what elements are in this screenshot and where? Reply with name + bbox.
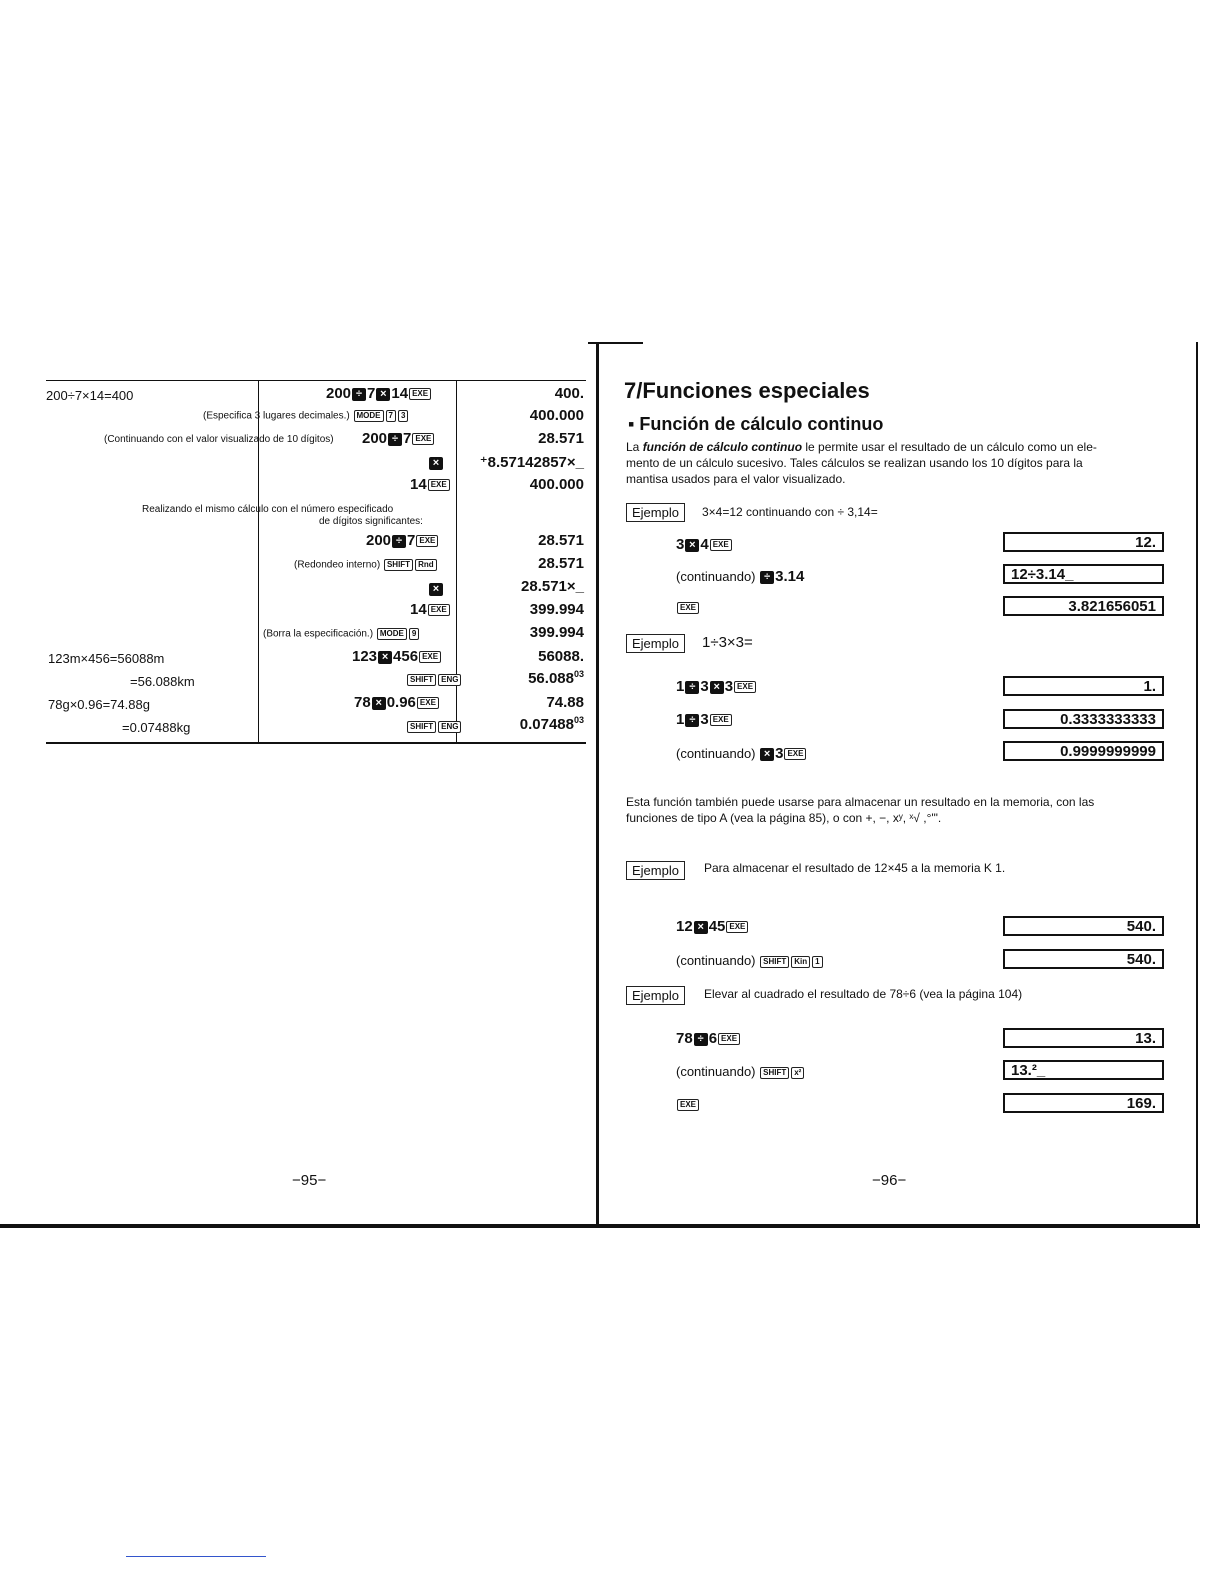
display-4: ⁺8.57142857×_ <box>479 454 584 471</box>
ejemplo-tag-3: Ejemplo <box>626 861 685 880</box>
intro-line-1: La función de cálculo continuo le permite usar el resultado de un cálculo como un ele- <box>626 440 1097 454</box>
display-15: 0.07488$^{03}$ <box>519 715 584 733</box>
left-table-bottom-rule <box>46 742 586 744</box>
section-subtitle: ▪ Función de cálculo continuo <box>628 414 884 434</box>
keystrokes-5: 14 EXE <box>410 476 451 493</box>
intro-line-3: mantisa usados para el valor visualizado. <box>626 472 846 486</box>
keystrokes-13: SHIFT ENG <box>406 671 462 688</box>
multiply-key-2: × <box>428 580 444 597</box>
right-page-edge <box>1196 342 1198 1228</box>
note-significant-1: Realizando el mismo cálculo con el número especificado <box>142 504 394 515</box>
equation-14: 78g×0.96=74.88g <box>48 697 150 712</box>
display-1: 400. <box>554 385 584 402</box>
display-10: 399.994 <box>529 601 584 618</box>
ex2-display-3: 0.9999999999 <box>1003 741 1164 761</box>
note-rounding: (Redondeo interno) SHIFT Rnd <box>294 559 438 571</box>
ejemplo-tag-2: Ejemplo <box>626 634 685 653</box>
ex1-display-2: 12÷3.14_ <box>1003 564 1164 584</box>
equation-13: =56.088km <box>130 674 195 689</box>
section-title: 7/Funciones especiales <box>624 378 870 403</box>
bottom-blue-link-rule <box>126 1556 266 1557</box>
note-significant-2: de dígitos significantes: <box>319 516 423 527</box>
note-decimals: (Especifica 3 lugares decimales.) MODE 7 3 <box>203 410 409 422</box>
equation-12: 123m×456=56088m <box>48 651 165 666</box>
example-3-desc: Para almacenar el resultado de 12×45 a la memoria K 1. <box>704 861 1006 875</box>
ex3-step-2: (continuando) SHIFT Kin 1 <box>676 953 824 968</box>
paragraph-line-2: funciones de tipo A (vea la página 85), o con +, −, xʸ, ˣ√ ,°'". <box>626 811 942 825</box>
ex4-step-1: 78 ÷ 6 EXE <box>676 1030 741 1047</box>
display-12: 56088. <box>538 648 584 665</box>
ex2-display-1: 1. <box>1003 676 1164 696</box>
display-3: 28.571 <box>538 430 584 447</box>
ex4-display-2: 13.²_ <box>1003 1060 1164 1080</box>
equation-1: 200÷7×14=400 <box>46 388 134 403</box>
page-bottom-rule <box>0 1224 1200 1228</box>
example-1-desc: 3×4=12 continuando con ÷ 3,14= <box>702 505 878 519</box>
ex2-step-3: (continuando) × 3 EXE <box>676 745 807 762</box>
keystrokes-7: 200 ÷ 7 EXE <box>366 532 439 549</box>
display-2: 400.000 <box>529 407 584 424</box>
ex3-step-1: 12 × 45 EXE <box>676 918 749 935</box>
keystrokes-14: 78 × 0.96 EXE <box>354 694 440 711</box>
display-13: 56.088$^{03}$ <box>528 669 584 687</box>
ex3-display-2: 540. <box>1003 949 1164 969</box>
ex1-display-1: 12. <box>1003 532 1164 552</box>
ex1-step-3: EXE <box>676 599 700 616</box>
keystrokes-10: 14 EXE <box>410 601 451 618</box>
keystrokes-15: SHIFT ENG <box>406 718 462 735</box>
spine-top-mark <box>588 342 643 344</box>
multiply-key: × <box>428 454 444 471</box>
note-continuing: (Continuando con el valor visualizado de 10 dígitos) <box>104 434 334 445</box>
ex4-display-3: 169. <box>1003 1093 1164 1113</box>
page-number-right: −96− <box>872 1172 907 1189</box>
ex1-step-2: (continuando) ÷ 3.14 <box>676 568 805 585</box>
ex2-display-2: 0.3333333333 <box>1003 709 1164 729</box>
intro-line-2: mento de un cálculo sucesivo. Tales cálculos se realizan usando los 10 dígitos para la <box>626 456 1083 470</box>
example-4-desc: Elevar al cuadrado el resultado de 78÷6 (vea la página 104) <box>704 987 1023 1001</box>
ex3-display-1: 540. <box>1003 916 1164 936</box>
ex4-step-3: EXE <box>676 1096 700 1113</box>
display-7: 28.571 <box>538 532 584 549</box>
ex4-step-2: (continuando) SHIFT x² <box>676 1064 805 1079</box>
page-spine <box>596 342 599 1228</box>
keystrokes-3: 200 ÷ 7 EXE <box>362 430 435 447</box>
left-table-top-rule <box>46 380 586 381</box>
display-8: 28.571 <box>538 555 584 572</box>
ex4-display-1: 13. <box>1003 1028 1164 1048</box>
ex1-step-1: 3 × 4 EXE <box>676 536 733 553</box>
ejemplo-tag-4: Ejemplo <box>626 986 685 1005</box>
keystrokes-12: 123 × 456 EXE <box>352 648 442 665</box>
ejemplo-tag-1: Ejemplo <box>626 503 685 522</box>
ex1-display-3: 3.821656051 <box>1003 596 1164 616</box>
keystrokes-1: 200 ÷ 7 × 14 EXE <box>326 385 432 402</box>
display-14: 74.88 <box>546 694 584 711</box>
ex2-step-2: 1 ÷ 3 EXE <box>676 711 733 728</box>
example-2-desc: 1÷3×3= <box>702 634 753 651</box>
display-5: 400.000 <box>529 476 584 493</box>
display-11: 399.994 <box>529 624 584 641</box>
ex2-step-1: 1 ÷ 3 × 3 EXE <box>676 678 757 695</box>
page-number-left: −95− <box>292 1172 327 1189</box>
paragraph-line-1: Esta función también puede usarse para almacenar un resultado en la memoria, con las <box>626 795 1095 809</box>
equation-15: =0.07488kg <box>122 720 191 735</box>
note-clear: (Borra la especificación.) MODE 9 <box>263 628 420 640</box>
display-9: 28.571×_ <box>521 578 584 595</box>
